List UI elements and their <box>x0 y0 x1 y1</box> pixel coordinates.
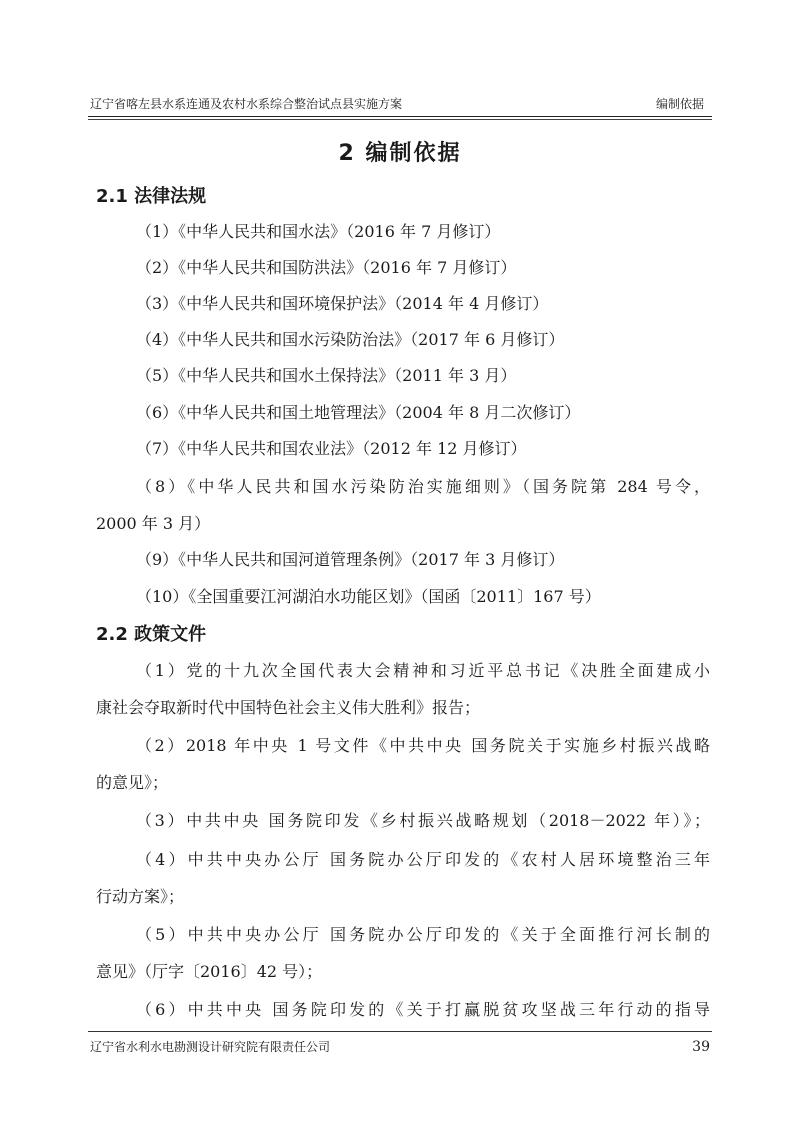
law-item-9: （9）《中华人民共和国河道管理条例》（2017 年 3 月修订） <box>136 550 565 569</box>
law-item-3: （3）《中华人民共和国环境保护法》（2014 年 4 月修订） <box>136 294 549 313</box>
footer-org: 辽宁省水利水电勘测设计研究院有限责任公司 <box>90 1040 331 1054</box>
policy-item-4-cont: 行动方案》； <box>96 887 185 906</box>
policy-item-2: （2）2018 年中央 1 号文件《中共中央 国务院关于实施乡村振兴战略 <box>136 736 710 755</box>
policy-item-4: （4）中共中央办公厅 国务院办公厅印发的《农村人居环境整治三年 <box>136 850 710 869</box>
policy-item-5: （5）中共中央办公厅 国务院办公厅印发的《关于全面推行河长制的 <box>136 925 710 944</box>
policy-item-1: （1）党的十九次全国代表大会精神和习近平总书记《决胜全面建成小 <box>136 661 710 680</box>
section-2-2-heading: 2.2 政策文件 <box>96 624 207 645</box>
law-item-5: （5）《中华人民共和国水土保持法》（2011 年 3 月） <box>136 366 517 385</box>
footer-rule <box>88 1031 712 1032</box>
law-item-8-cont: 2000 年 3 月） <box>96 514 211 533</box>
policy-item-5-cont: 意见》（厅字〔2016〕42 号）； <box>96 962 323 981</box>
header-title: 辽宁省喀左县水系连通及农村水系综合整治试点县实施方案 <box>90 97 403 111</box>
law-item-2: （2）《中华人民共和国防洪法》（2016 年 7 月修订） <box>136 258 517 277</box>
page-header <box>88 94 712 114</box>
policy-item-6: （6）中共中央 国务院印发的《关于打赢脱贫攻坚战三年行动的指导 <box>136 1000 710 1019</box>
header-rule <box>88 116 712 117</box>
section-2-1-heading: 2.1 法律法规 <box>96 186 207 207</box>
page-number: 39 <box>692 1039 710 1055</box>
policy-item-2-cont: 的意见》； <box>96 773 169 792</box>
header-rule-thin <box>88 119 712 120</box>
law-item-7: （7）《中华人民共和国农业法》（2012 年 12 月修订） <box>136 439 527 458</box>
policy-item-1-cont: 康社会夺取新时代中国特色社会主义伟大胜利》报告； <box>96 698 481 717</box>
law-item-1: （1）《中华人民共和国水法》（2016 年 7 月修订） <box>136 222 501 241</box>
law-item-8: （8）《中华人民共和国水污染防治实施细则》（国务院第 284 号令， <box>136 477 710 496</box>
header-section: 编制依据 <box>655 97 704 111</box>
law-item-4: （4）《中华人民共和国水污染防治法》（2017 年 6 月修订） <box>136 330 565 349</box>
law-item-6: （6）《中华人民共和国土地管理法》（2004 年 8 月二次修订） <box>136 403 581 422</box>
policy-item-3: （3）中共中央 国务院印发《乡村振兴战略规划（2018－2022 年）》； <box>136 811 710 830</box>
chapter-title: 2 编制依据 <box>338 141 462 166</box>
page-footer <box>88 1036 712 1058</box>
law-item-10: （10）《全国重要江河湖泊水功能区划》（国函〔2011〕167 号） <box>136 587 601 606</box>
